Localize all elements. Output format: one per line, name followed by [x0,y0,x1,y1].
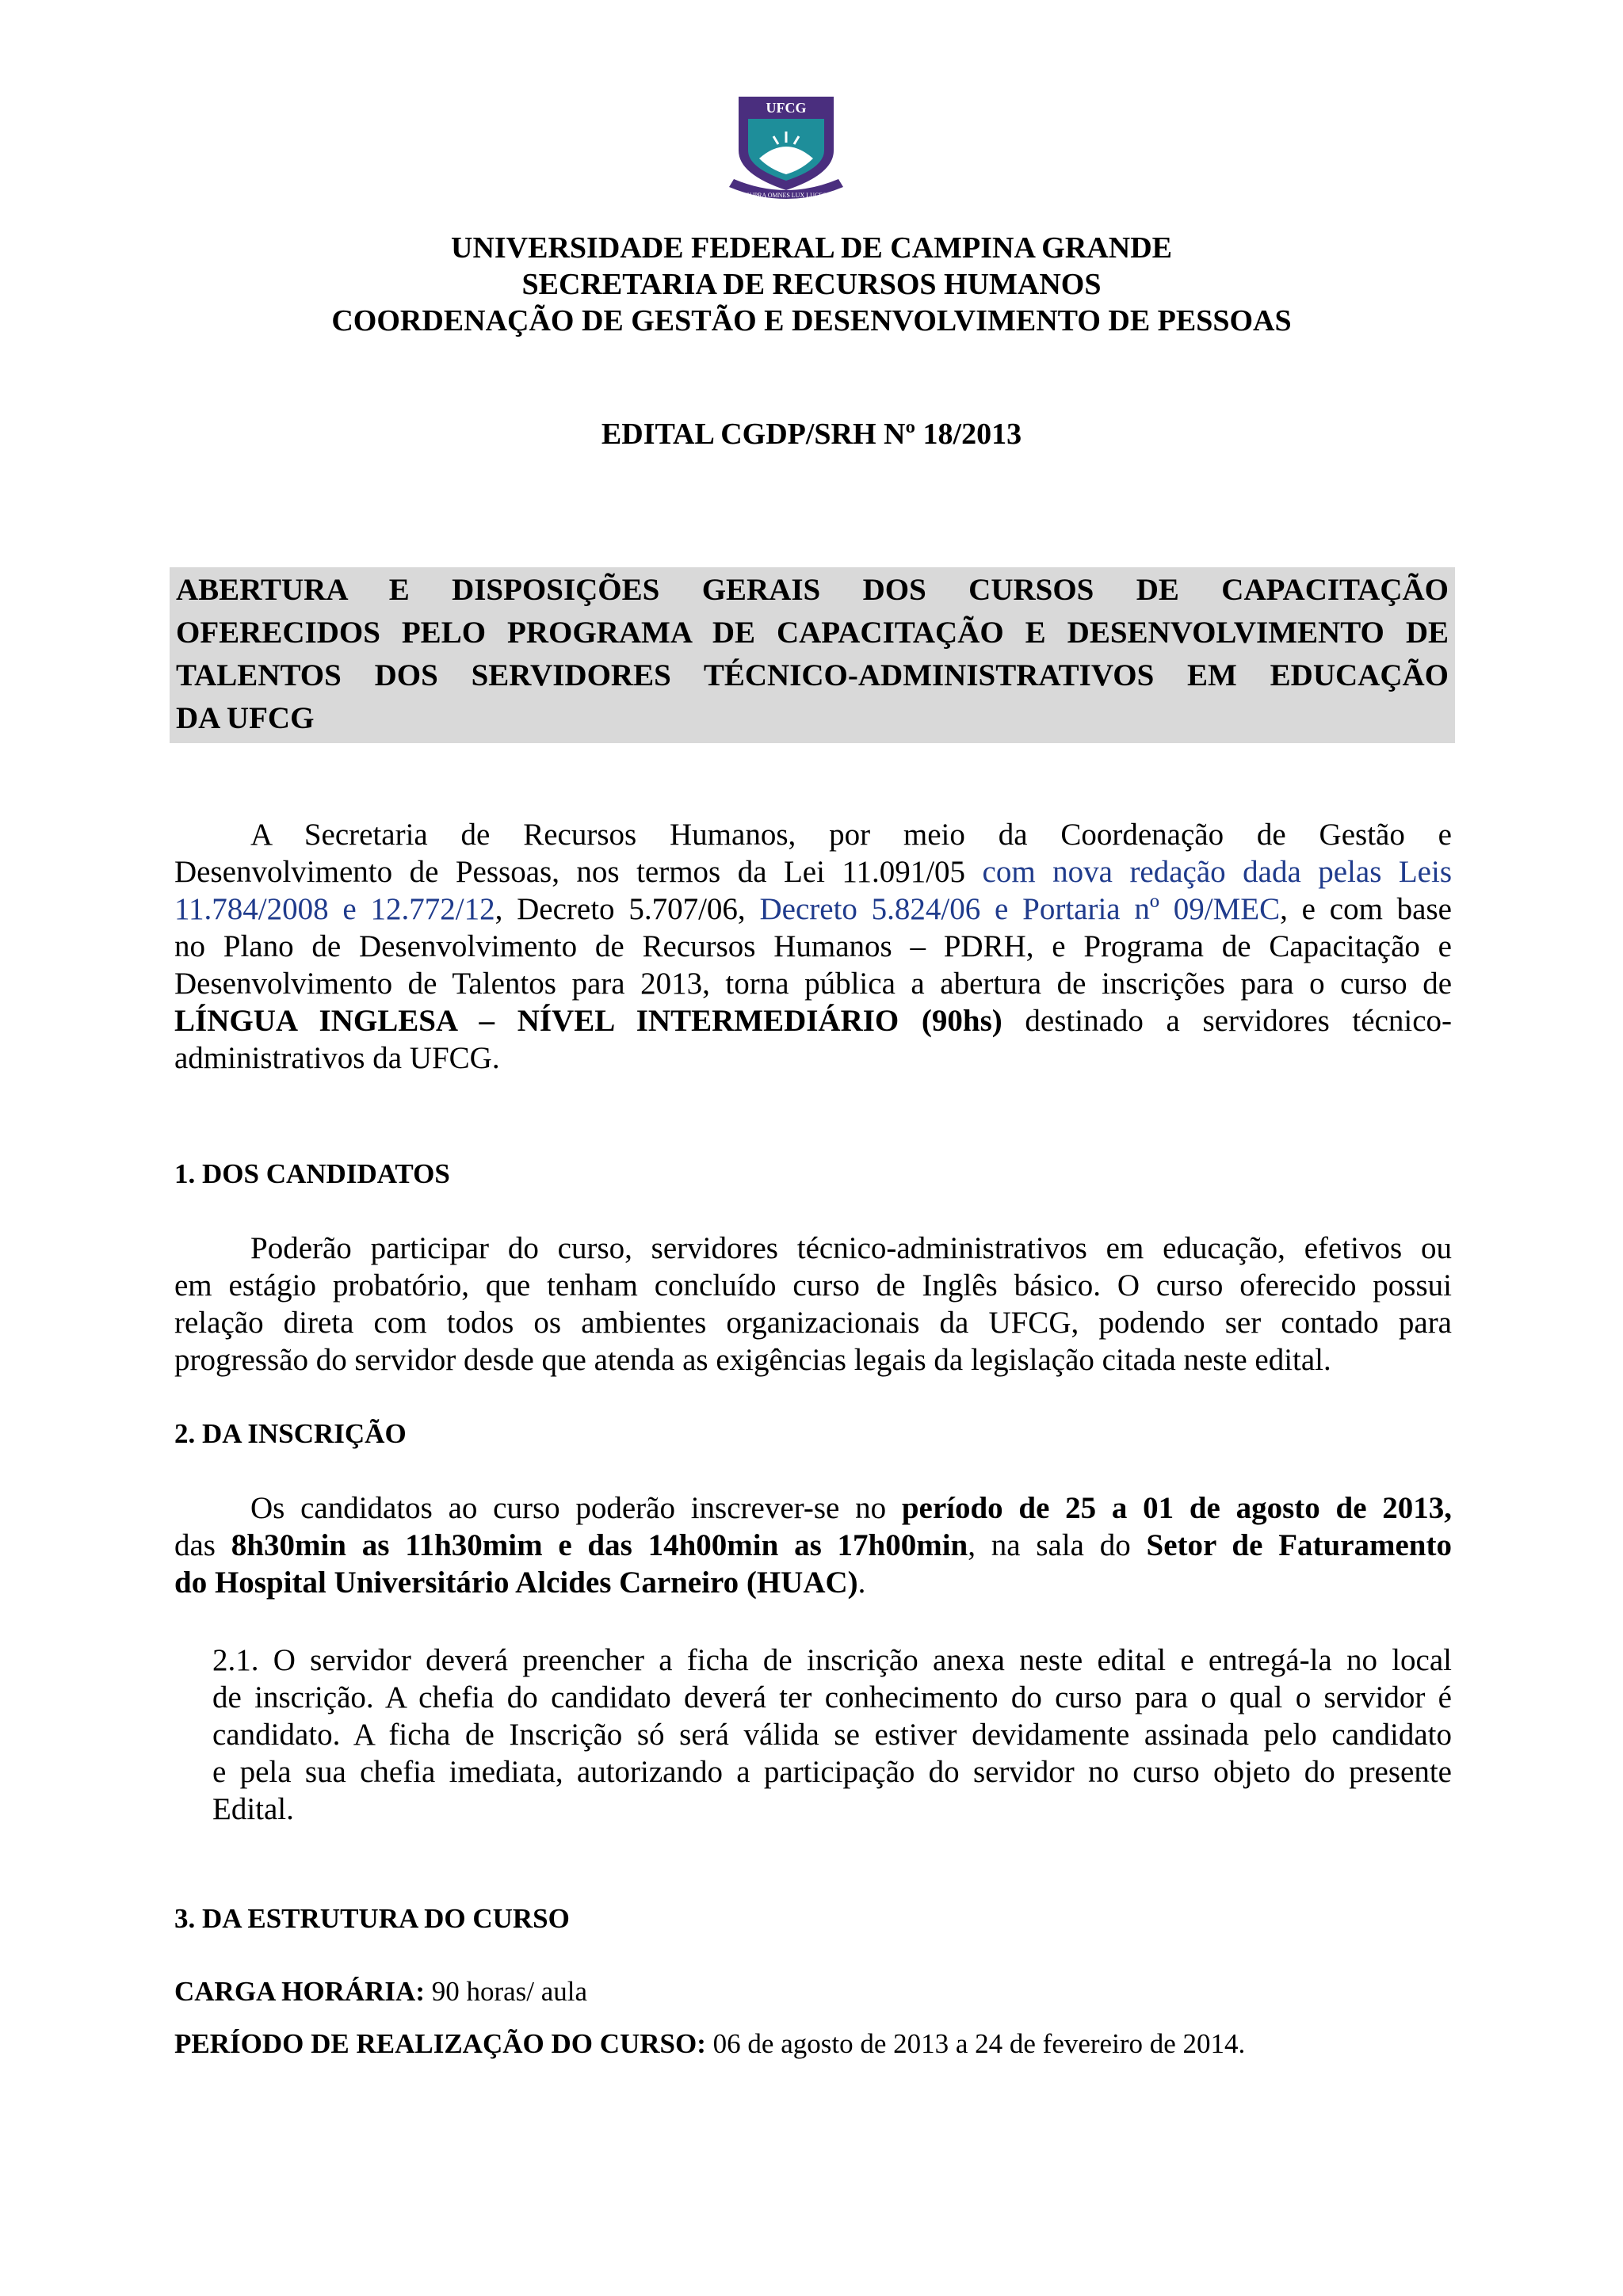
intro-line: Desenvolvimento de Talentos para 2013, torna pública a abertura de inscrições para o curso de [174,967,1452,1001]
header-line-university: UNIVERSIDADE FEDERAL DE CAMPINA GRANDE [451,231,1172,265]
section-2-line: do Hospital Universitário Alcides Carneiro (HUAC). [174,1566,866,1600]
intro-line: LÍNGUA INGLESA – NÍVEL INTERMEDIÁRIO (90hs) destinado a servidores técnico- [174,1004,1453,1038]
intro-line: no Plano de Desenvolvimento de Recursos Humanos – PDRH, e Programa de Capacitação e [174,929,1452,963]
registration-place: Setor de Faturamento [1146,1528,1452,1562]
header-line-coordenacao: COORDENAÇÃO DE GESTÃO E DESENVOLVIMENTO DE PESSOAS [331,304,1292,338]
section-2-1-line: candidato. A ficha de Inscrição só será válida se estiver devidamente assinada pelo candidato [212,1718,1452,1752]
section-1-line: em estágio probatório, que tenham concluído curso de Inglês básico. O curso oferecido possui [174,1268,1452,1302]
laws-link-text: com nova redação dada pelas Leis [982,855,1452,889]
logo-acronym: UFCG [766,100,807,116]
intro-line: 11.784/2008 e 12.772/12, Decreto 5.707/06, Decreto 5.824/06 e Portaria nº 09/MEC, e com base [174,892,1452,926]
intro-paragraph [174,816,1452,1077]
intro-line: administrativos da UFCG. [174,1041,500,1075]
institution-header [0,230,1623,339]
periodo-realizacao [174,2028,1245,2060]
registration-hospital: do Hospital Universitário Alcides Carneiro (HUAC) [174,1566,858,1600]
title-line: OFERECIDOS PELO PROGRAMA DE CAPACITAÇÃO E DESENVOLVIMENTO DE [176,616,1449,650]
decreto-portaria: Decreto 5.824/06 e Portaria nº 09/MEC [759,892,1281,926]
section-2-title: 2. DA INSCRIÇÃO [174,1418,407,1449]
logo-motto: SUPRA OMNES LUX LUCES [746,192,827,199]
section-2-1-paragraph [212,1642,1452,1828]
section-1-paragraph [174,1230,1452,1379]
title-box [170,567,1455,743]
registration-period: período de 25 a 01 de agosto de 2013, [901,1491,1453,1525]
laws-numbers: 11.784/2008 e 12.772/12 [174,892,495,926]
course-name: LÍNGUA INGLESA – NÍVEL INTERMEDIÁRIO (90hs) [174,1004,1002,1038]
section-2-line: das 8h30min as 11h30mim e das 14h00min as 17h00min, na sala do Setor de Faturamento [174,1528,1452,1562]
edital-number: EDITAL CGDP/SRH Nº 18/2013 [601,418,1022,451]
ufcg-logo [723,86,850,204]
carga-horaria [174,1976,587,2008]
carga-value: 90 horas/ aula [431,1976,588,2007]
periodo-label: PERÍODO DE REALIZAÇÃO DO CURSO: [174,2028,706,2059]
carga-label: CARGA HORÁRIA: [174,1976,425,2007]
section-1-line: relação direta com todos os ambientes organizacionais da UFCG, podendo ser contado para [174,1306,1452,1340]
section-1-line: Poderão participar do curso, servidores técnico-administrativos em educação, efetivos ou [250,1231,1452,1265]
header-line-secretaria: SECRETARIA DE RECURSOS HUMANOS [521,268,1102,301]
section-2-1-line: Edital. [212,1792,294,1826]
section-1-title: 1. DOS CANDIDATOS [174,1158,450,1189]
registration-hours: 8h30min as 11h30mim e das 14h00min as 17h00min [231,1528,968,1562]
section-2-line: Os candidatos ao curso poderão inscrever-se no período de 25 a 01 de agosto de 2013, [250,1491,1453,1525]
section-2-1-line: de inscrição. A chefia do candidato deverá ter conhecimento do curso para o qual o servidor é [212,1680,1452,1714]
section-2-1-line: e pela sua chefia imediata, autorizando a participação do servidor no curso objeto do presente [212,1755,1452,1789]
intro-line: Desenvolvimento de Pessoas, nos termos da Lei 11.091/05 com nova redação dada pelas Leis [174,855,1452,889]
intro-line: A Secretaria de Recursos Humanos, por meio da Coordenação de Gestão e [250,818,1452,852]
section-1-line: progressão do servidor desde que atenda as exigências legais da legislação citada neste edital. [174,1343,1331,1377]
title-line: TALENTOS DOS SERVIDORES TÉCNICO-ADMINISTRATIVOS EM EDUCAÇÃO [176,658,1449,692]
section-3-title: 3. DA ESTRUTURA DO CURSO [174,1903,570,1934]
title-line: ABERTURA E DISPOSIÇÕES GERAIS DOS CURSOS DE CAPACITAÇÃO [176,573,1449,607]
title-line: DA UFCG [176,701,315,735]
periodo-value: 06 de agosto de 2013 a 24 de fevereiro de 2014. [712,2028,1246,2059]
section-2-1-line: 2.1. O servidor deverá preencher a ficha de inscrição anexa neste edital e entregá-la no local [212,1643,1452,1677]
section-2-paragraph [174,1489,1452,1601]
